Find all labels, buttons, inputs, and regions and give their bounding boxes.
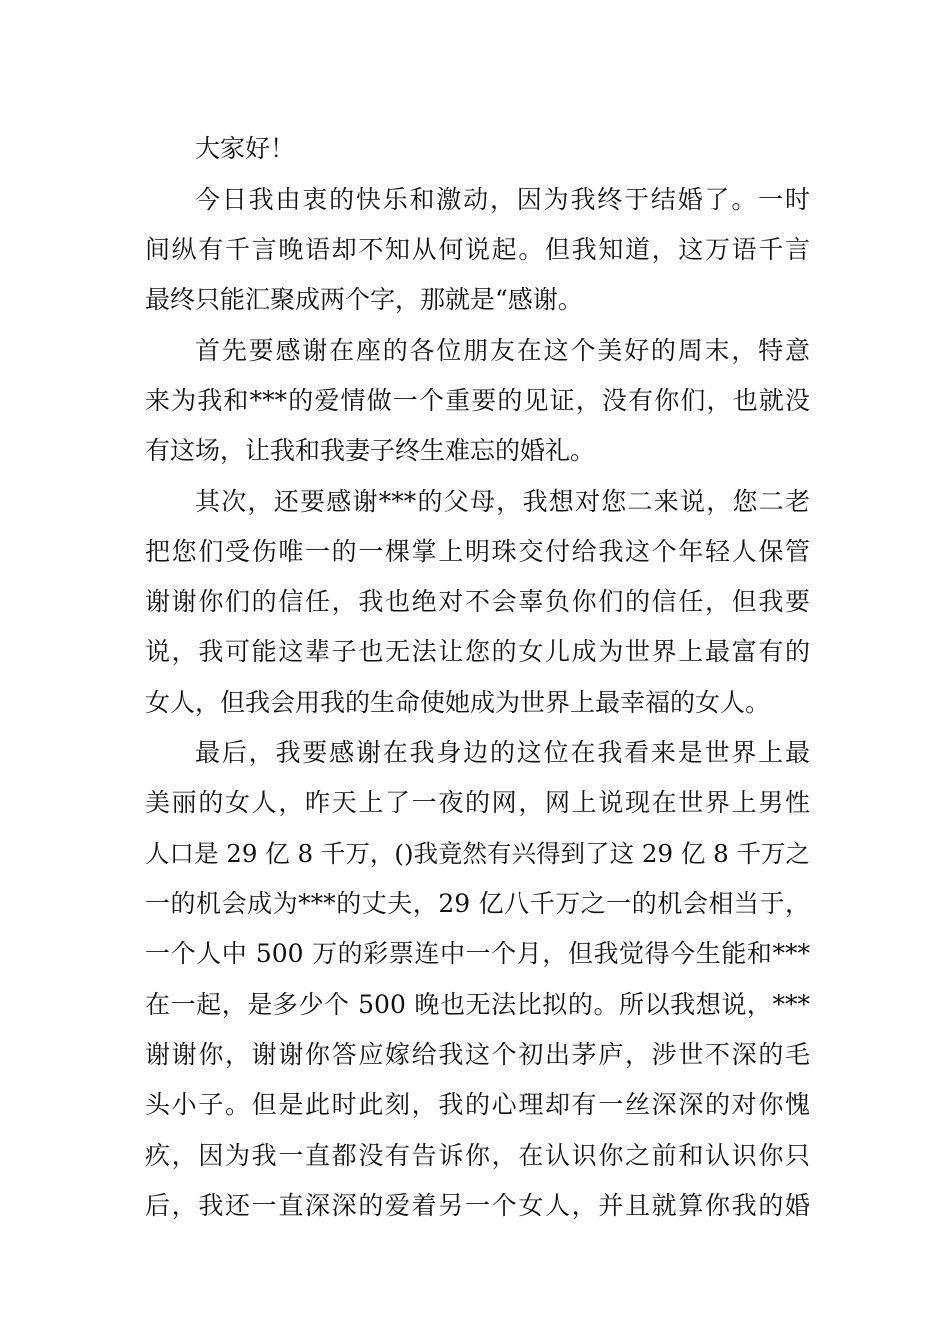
paragraph-1-line-2: 间纵有千言晚语却不知从何说起。但我知道，这万语千言 [145,235,810,264]
paragraph-1-line-1: 今日我由衷的快乐和激动，因为我终于结婚了。一时 [195,185,810,214]
paragraph-4-line-9: 疚，因为我一直都没有告诉你，在认识你之前和认识你只 [145,1141,810,1170]
greeting-line: 大家好！ [195,134,296,163]
paragraph-4-line-4: 一的机会成为***的丈夫，29 亿八千万之一的机会相当于， [145,889,810,918]
paragraph-4-line-7: 谢谢你，谢谢你答应嫁给我这个初出茅庐，涉世不深的毛 [145,1040,810,1069]
paragraph-3-line-4: 说，我可能这辈子也无法让您的女儿成为世界上最富有的 [145,637,810,666]
paragraph-3-line-2: 把您们受伤唯一的一棵掌上明珠交付给我这个年轻人保管 [145,537,810,566]
paragraph-4-line-3: 人口是 29 亿 8 千万，()我竟然有兴得到了这 29 亿 8 千万之 [145,839,810,868]
paragraph-3-line-5: 女人，但我会用我的生命使她成为世界上最幸福的女人。 [145,688,771,717]
paragraph-4-line-6: 在一起，是多少个 500 晚也无法比拟的。所以我想说，*** [145,990,810,1019]
paragraph-2-line-2: 来为我和***的爱情做一个重要的见证，没有你们，也就没 [145,386,810,415]
paragraph-2-line-3: 有这场，让我和我妻子终生难忘的婚礼。 [145,436,596,465]
paragraph-4-line-10: 后，我还一直深深的爱着另一个女人，并且就算你我的婚 [145,1191,810,1220]
paragraph-1-line-3: 最终只能汇聚成两个字，那就是“感谢。 [145,285,583,314]
paragraph-3-line-1: 其次，还要感谢***的父母，我想对您二来说，您二老 [195,487,810,516]
paragraph-2-line-1: 首先要感谢在座的各位朋友在这个美好的周末，特意 [195,336,810,365]
paragraph-4-line-2: 美丽的女人，昨天上了一夜的网，网上说现在世界上男性 [145,788,810,817]
paragraph-4-line-8: 头小子。但是此时此刻，我的心理却有一丝深深的对你愧 [145,1090,810,1119]
paragraph-4-line-5: 一个人中 500 万的彩票连中一个月，但我觉得今生能和*** [145,939,810,968]
paragraph-3-line-3: 谢谢你们的信任，我也绝对不会辜负你们的信任，但我要 [145,587,810,616]
paragraph-4-line-1: 最后，我要感谢在我身边的这位在我看来是世界上最 [195,738,810,767]
